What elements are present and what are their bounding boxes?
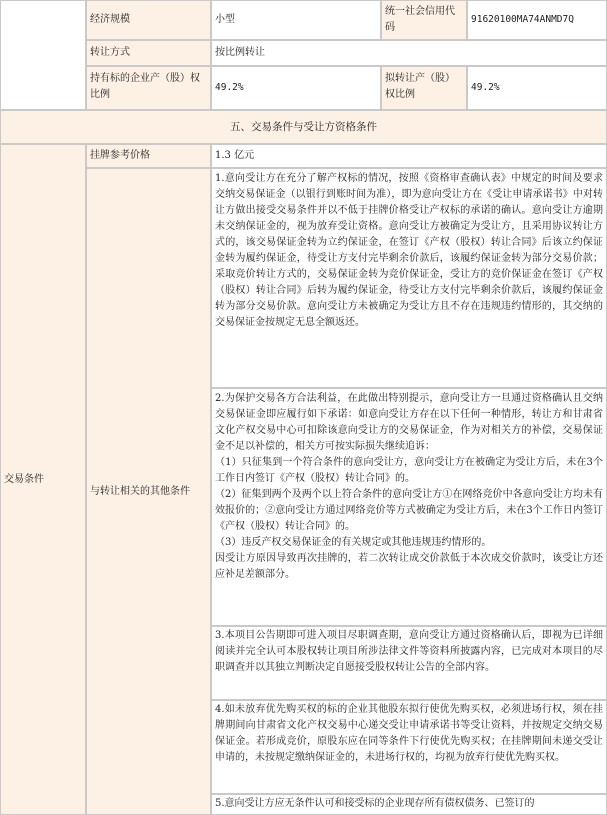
- condition-item-4: [211, 700, 607, 794]
- condition-text-1: 1.意向受让方在充分了解产权标的情况，按照《资格审查确认表》中规定的时间及要求交纳交易保证金（以银行到账时间为准），即为意向受让方在《受让申请承诺书》中对转让方做出接受交易条件并以不低于挂牌价格受让产权标的承诺的确认。意向受让方逾期未交纳保证金的，视为放弃受让资格。意向受让方被确定为受让方，且采用协议转让方式的，该交易保证金转为立约保证金，在签订《产权（股权）转让合同》后该立约保证金转为履约保证金，待受让方支付完毕剩余价款后，该履约保证金转为部分交易价款；采取竞价转让方式的，交易保证金转为竞价保证金，受让方的竞价保证金在签订《产权（股权）转让合同》后转为履约保证金，待受让方支付完毕剩余价款后，该履约保证金转为部分交易价款。意向受让方未被确定为受让方且不存在违规违约情形的，其交纳的交易保证金按规定无息全额返还。: [215, 173, 603, 328]
- section-title: 五、交易条件与受让方资格条件: [0, 110, 607, 144]
- scale-label: 经济规模: [86, 0, 211, 40]
- method-value: 按比例转让: [211, 40, 607, 66]
- listing-price-label: 挂牌参考价格: [86, 144, 211, 168]
- condition-text-3: 3.本项目公告期即可进入项目尽职调查期，意向受让方通过资格确认后，即视为已详细阅读并完全认可本股权转让项目所涉法律文件等资料所披露内容，已完成对本项目的尽职调查并以其独立判断决定自愿接受股权转让公告的全部内容。: [215, 630, 603, 673]
- listing-price-value: 1.3 亿元: [211, 144, 607, 168]
- condition-text-2: 2.为保护交易各方合法利益，在此做出特别提示，意向受让方一旦通过资格确认且交纳交易保证金即应履行如下承诺：如意向受让方存在以下任何一种情形，转让方和甘肃省文化产权交易中心可扣除该意向受让方的交易保证金，作为对相关方的补偿，交易保证金不足以补偿的，相关方可按实际损失继续追诉：: [215, 393, 603, 452]
- method-label: 转让方式: [86, 40, 211, 66]
- transfer-ratio-value: 49.2%: [467, 66, 607, 110]
- condition-text-2-3: （3）违反产权交易保证金的有关规定或其他违规违约情形的。: [215, 537, 492, 548]
- credit-code-label: 统一社会信用代码: [381, 0, 467, 40]
- scale-value: 小型: [211, 0, 381, 40]
- trade-conditions-label: 交易条件: [0, 144, 86, 815]
- held-ratio-value: 49.2%: [211, 66, 381, 110]
- condition-text-5: 5.意向受让方应无条件认可和接受标的企业现存所有债权债务、已签订的: [215, 798, 535, 809]
- condition-item-3: [211, 626, 607, 700]
- held-ratio-label: 持有标的企业产（股）权比例: [86, 66, 211, 110]
- condition-item-2: [211, 388, 607, 626]
- condition-text-2-1: （1）只征集到一个符合条件的意向受让方，意向受让方在被确定为受让方后，未在3个工作日内签订《产权（股权）转让合同》的。: [215, 457, 603, 484]
- credit-code-value: 91620100MA74ANMD7Q: [467, 0, 607, 40]
- condition-item-1: [211, 168, 607, 388]
- other-conditions-label: 与转让相关的其他条件: [86, 168, 211, 815]
- condition-text-2-2: （2）征集到两个及两个以上符合条件的意向受让方①在网络竞价中各意向受让方均未有效报价的；②意向受让方通过网络竞价等方式被确定为受让方后，未在3个工作日内签订《产权（股权）转让合同》的。: [215, 489, 603, 532]
- condition-text-2-4: 因受让方原因导致再次挂牌的，若二次转让成交价款低于本次成交价款时，该受让方还应补足差额部分。: [215, 553, 603, 580]
- condition-text-4: 4.如未放弃优先购买权的标的企业其他股东拟行使优先购买权，必须进场行权，须在挂牌期间向甘肃省文化产权交易中心递交受让申请承诺书等受让资料，并按规定交纳交易保证金。若形成竞价，原股东应在同等条件下行使优先购买权；在挂牌期间未递交受让申请的，未按规定缴纳保证金的，未进场行权的，均视为放弃行使优先购买权。: [215, 704, 603, 763]
- condition-item-5: [211, 794, 607, 815]
- transfer-ratio-label: 拟转让产（股）权比例: [381, 66, 467, 110]
- left-blank-cell: [0, 0, 86, 110]
